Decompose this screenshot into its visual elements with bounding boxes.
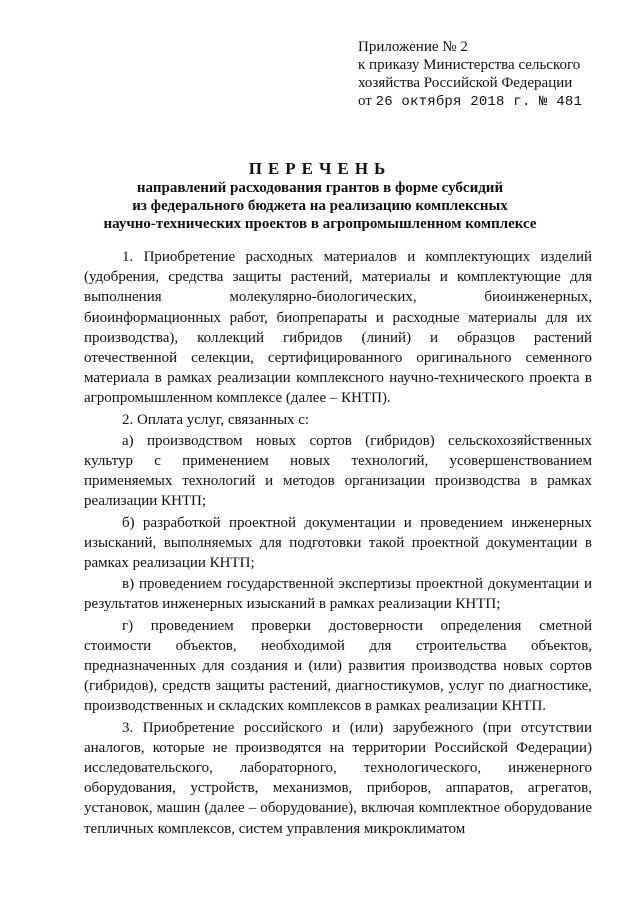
document-title <box>60 158 580 233</box>
paragraph-1: 1. Приобретение расходных материалов и комплектующих изделий (удобрения, средства защиты растений, материалы и комплектующие для выполнения молекулярно-биологических, биоинженерных, биоинформационных работ, биопрепараты и расходные материалы для их производства), коллекций гибридов (линий) и образцов растений отечественной селекции, сертифицированного оригинального семенного материала в рамках реализации комплексного научно-технического проекта в агропромышленном комплексе (далее – КНТП). <box>84 249 592 407</box>
paragraph-3: 3. Приобретение российского и (или) зарубежного (при отсутствии аналогов, которые не производятся на территории Российской Федерации) исследовательского, лабораторного, технологического, инженерного оборудования, устройств, механизмов, приборов, аппаратов, агрегатов, установок, машин (далее – оборудование), включая комплектное оборудование тепличных комплексов, систем управления микроклиматом <box>84 719 592 837</box>
paragraph-2d: г) проведением проверки достоверности определения сметной стоимости объектов, необходимой для строительства объектов, предназначенных для создания и (или) развития производства новых сортов (гибридов), средств защиты растений, диагностикумов, услуг по диагностике, производственных и складских комплексов в рамках реализации КНТП. <box>84 617 592 715</box>
appendix-header <box>358 38 618 111</box>
order-date-line <box>358 92 618 111</box>
paragraph-2a: а) производством новых сортов (гибридов) сельскохозяйственных культур с применением новых технологий, усовершенствованием применяемых технологий и методов организации производства в рамках реализации КНТП; <box>84 432 592 510</box>
title-subtitle-line-2: из федерального бюджета на реализацию комплексных <box>132 198 508 214</box>
paragraph-2: 2. Оплата услуг, связанных с: <box>122 411 310 428</box>
ministry-name: хозяйства Российской Федерации <box>358 75 573 91</box>
title-main: ПЕРЕЧЕНЬ <box>248 159 392 178</box>
order-reference: к приказу Министерства сельского <box>358 57 581 73</box>
order-date-stamp: 26 октября 2018 г. № 481 <box>375 94 583 110</box>
paragraph-2c: в) проведением государственной экспертизы проектной документации и результатов инженерных изысканий в рамках реализации КНТП; <box>84 576 592 613</box>
paragraph-2b: б) разработкой проектной документации и проведением инженерных изысканий, выполняемых для подготовки такой проектной документации в рамках реализации КНТП; <box>84 514 592 572</box>
appendix-number: Приложение № 2 <box>358 39 468 55</box>
document-body <box>84 247 592 840</box>
title-subtitle-line-3: научно-технических проектов в агропромышленном комплексе <box>103 216 537 232</box>
title-subtitle-line-1: направлений расходования грантов в форме субсидий <box>136 180 504 196</box>
date-prefix: от <box>358 93 372 109</box>
